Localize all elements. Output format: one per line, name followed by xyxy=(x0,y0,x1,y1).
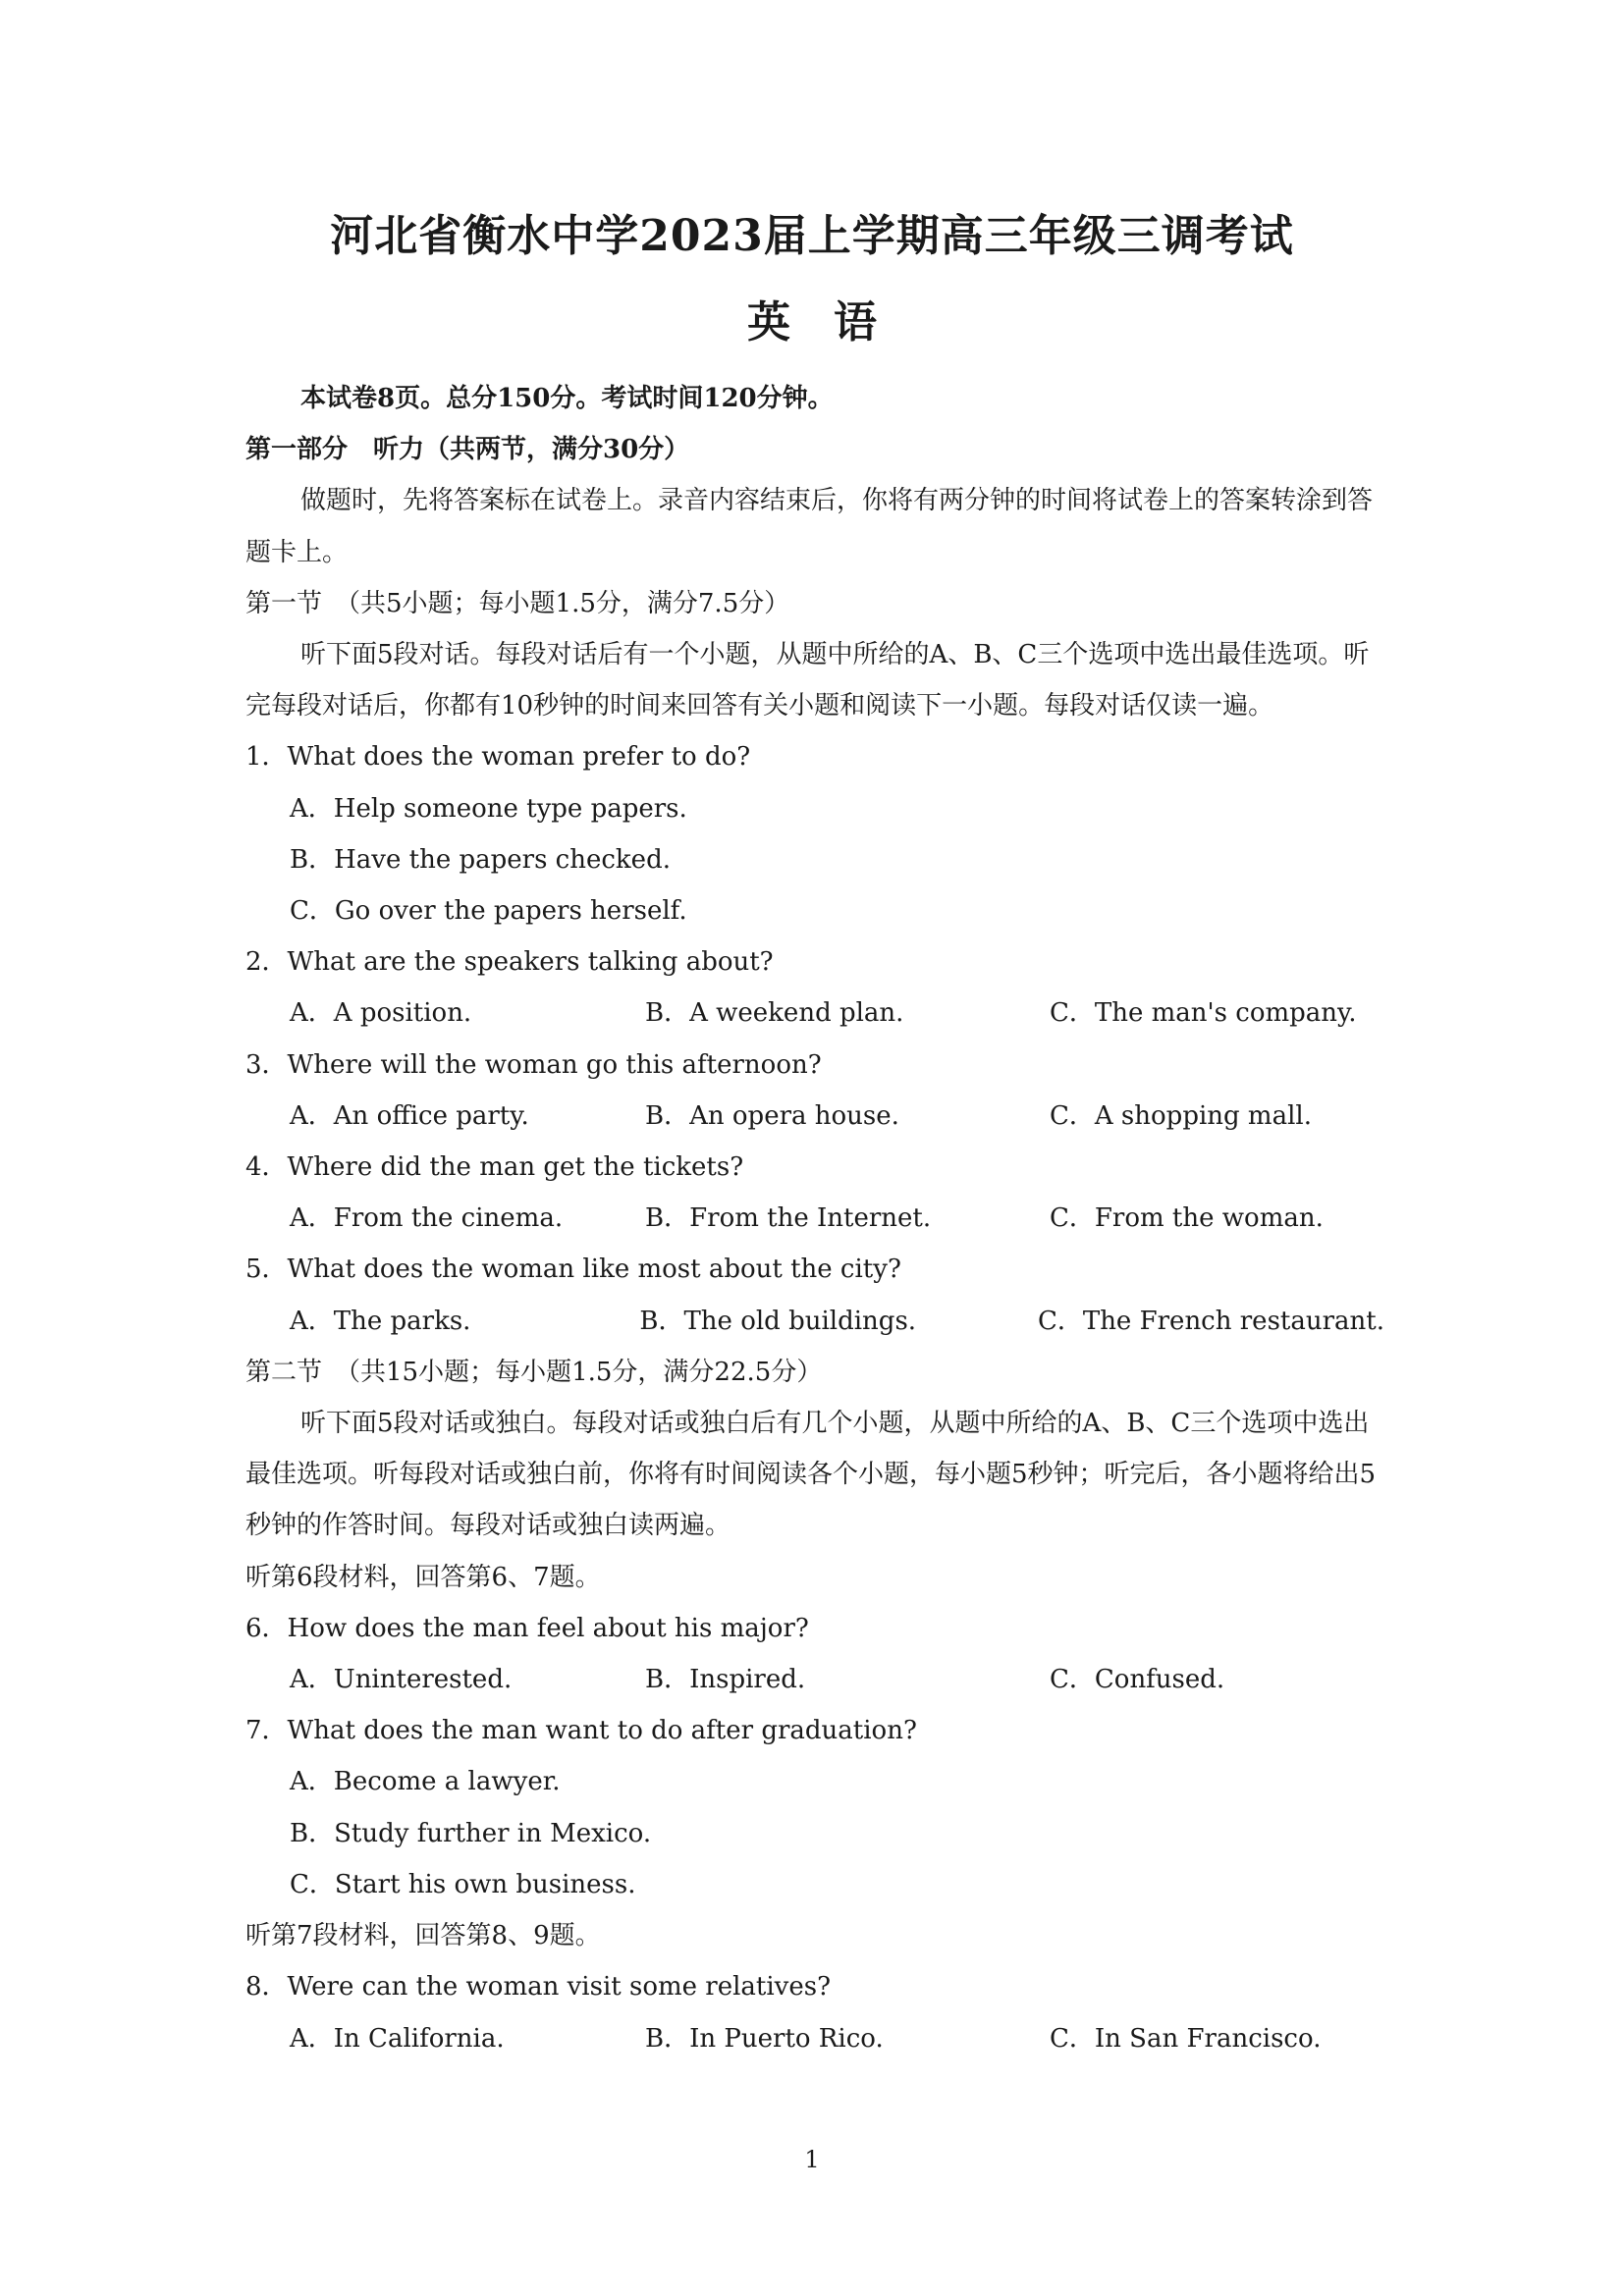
question-stem: 8．Were can the woman visit some relatives? xyxy=(245,1972,832,2002)
option-a: A．Help someone type papers. xyxy=(290,793,687,824)
material-6-note: 听第6段材料，回答第6、7题。 xyxy=(245,1562,601,1592)
option-b: B．Have the papers checked. xyxy=(290,844,671,875)
option-b: B．An opera house. xyxy=(645,1100,899,1131)
exam-intro: 本试卷8页。总分150分。考试时间120分钟。 xyxy=(300,384,834,413)
option-a: A．In California. xyxy=(290,2023,505,2054)
options-row xyxy=(245,1091,1384,1142)
option-b: B．In Puerto Rico. xyxy=(645,2023,884,2054)
options-row xyxy=(245,1654,1384,1705)
question-stem: 5．What does the woman like most about the city? xyxy=(245,1255,901,1285)
question-stem: 4．Where did the man get the tickets? xyxy=(245,1152,744,1183)
option-c: C．The French restaurant. xyxy=(1037,1306,1384,1336)
option-a: A．The parks. xyxy=(290,1306,471,1336)
exam-body xyxy=(245,373,1384,2064)
option-b: B．Inspired. xyxy=(645,1665,806,1695)
question-stem: 3．Where will the woman go this afternoon? xyxy=(245,1049,822,1080)
option-c: C．Start his own business. xyxy=(290,1869,636,1899)
options-row xyxy=(245,2013,1384,2064)
exam-title: 河北省衡水中学2023届上学期高三年级三调考试 xyxy=(330,211,1294,261)
option-b: B．From the Internet. xyxy=(645,1203,932,1234)
question-stem: 6．How does the man feel about his major? xyxy=(245,1613,809,1643)
page-number: 1 xyxy=(804,2146,820,2173)
options-row xyxy=(245,1193,1384,1244)
option-b: B．A weekend plan. xyxy=(645,998,904,1029)
part1-heading: 第一部分 听力（共两节，满分30分） xyxy=(245,435,690,465)
question-stem: 2．What are the speakers talking about? xyxy=(245,947,774,978)
question-stem: 1．What does the woman prefer to do? xyxy=(245,742,751,773)
section1-instruction: 听下面5段对话。每段对话后有一个小题，从题中所给的A、B、C三个选项中选出最佳选项。听完每段对话后，你都有10秒钟的时间来回答有关小题和阅读下一小题。每段对话仅读一遍。 xyxy=(245,640,1370,721)
section2-instruction: 听下面5段对话或独白。每段对话或独白后有几个小题，从题中所给的A、B、C三个选项中选出最佳选项。听每段对话或独白前，你将有时间阅读各个小题，每小题5秒钟；听完后，各小题将给出5秒钟的作答时间。每段对话或独白读两遍。 xyxy=(245,1409,1377,1541)
material-7-note: 听第7段材料，回答第8、9题。 xyxy=(245,1921,601,1951)
option-c: C．Go over the papers herself. xyxy=(290,896,687,927)
options-row xyxy=(245,988,1384,1039)
subject-title: 英 语 xyxy=(747,297,877,347)
question-stem: 7．What does the man want to do after graduation? xyxy=(245,1716,917,1746)
section1-heading: 第一节 （共5小题；每小题1.5分，满分7.5分） xyxy=(245,588,790,618)
option-a: A．From the cinema. xyxy=(290,1203,564,1234)
option-c: C．Confused. xyxy=(1050,1665,1225,1695)
option-c: C．In San Francisco. xyxy=(1050,2023,1322,2054)
option-a: A．A position. xyxy=(290,998,472,1029)
option-b: B．The old buildings. xyxy=(639,1306,917,1336)
option-c: C．From the woman. xyxy=(1050,1203,1324,1234)
part1-instruction: 做题时，先将答案标在试卷上。录音内容结束后，你将有两分钟的时间将试卷上的答案转涂到答题卡上。 xyxy=(245,486,1374,567)
options-row xyxy=(245,1296,1384,1347)
option-a: A．Uninterested. xyxy=(290,1665,513,1695)
option-c: C．The man's company. xyxy=(1050,998,1357,1029)
option-b: B．Study further in Mexico. xyxy=(290,1818,652,1848)
option-a: A．Become a lawyer. xyxy=(290,1767,561,1797)
option-a: A．An office party. xyxy=(290,1100,529,1131)
section2-heading: 第二节 （共15小题；每小题1.5分，满分22.5分） xyxy=(245,1357,823,1387)
option-c: C．A shopping mall. xyxy=(1050,1100,1312,1131)
